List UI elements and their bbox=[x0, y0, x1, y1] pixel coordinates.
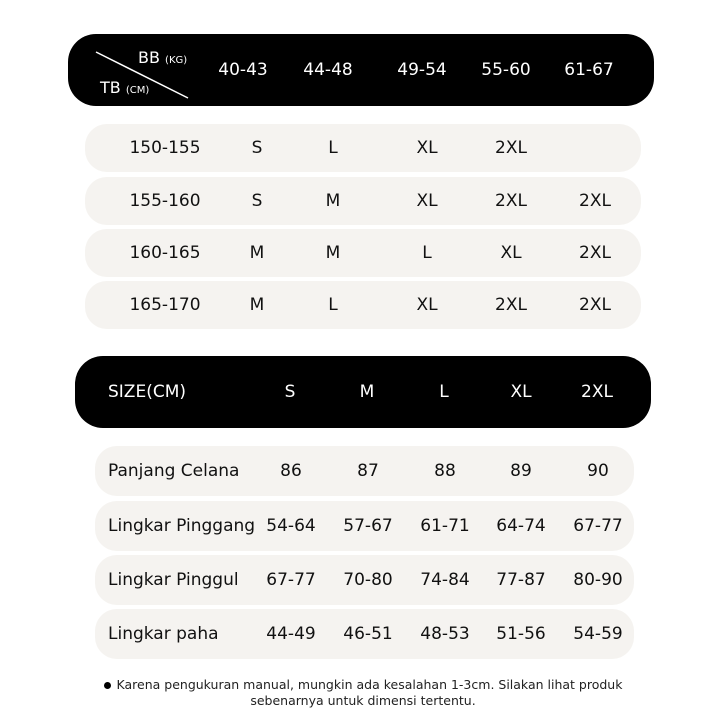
table-row bbox=[85, 124, 641, 172]
measurement-cell: 64-74 bbox=[496, 516, 546, 536]
height-cell: 160-165 bbox=[129, 243, 201, 263]
measurement-cell: 87 bbox=[357, 461, 379, 481]
table-row bbox=[95, 555, 634, 605]
size-table-header bbox=[75, 356, 651, 428]
note-line-2: sebenarnya untuk dimensi tertentu. bbox=[250, 693, 476, 708]
size-cell: M bbox=[249, 295, 265, 315]
measurement-label: Panjang Celana bbox=[108, 461, 240, 481]
size-cell: 2XL bbox=[579, 243, 611, 263]
weight-height-corner bbox=[68, 34, 208, 106]
tb-heading bbox=[100, 78, 149, 97]
size-cell: XL bbox=[416, 295, 438, 315]
bb-label: BB bbox=[138, 48, 160, 67]
measurement-label: Lingkar paha bbox=[108, 624, 219, 644]
note-text-1: Karena pengukuran manual, mungkin ada kesalahan 1-3cm. Silakan lihat produk bbox=[116, 677, 623, 692]
measurement-cell: 54-64 bbox=[266, 516, 316, 536]
measurement-note bbox=[100, 677, 626, 709]
bb-unit: (KG) bbox=[165, 55, 188, 66]
weight-header-cell: 55-60 bbox=[481, 60, 531, 80]
table-row bbox=[95, 609, 634, 659]
size-cell: M bbox=[249, 243, 265, 263]
size-cell: S bbox=[251, 138, 263, 158]
size-cell: 2XL bbox=[579, 191, 611, 211]
size-cell: 2XL bbox=[495, 191, 527, 211]
weight-table-header bbox=[68, 34, 654, 106]
size-cell: XL bbox=[416, 138, 438, 158]
size-cell: XL bbox=[500, 243, 522, 263]
measurement-cell: 88 bbox=[434, 461, 456, 481]
measurement-cell: 57-67 bbox=[343, 516, 393, 536]
table-row bbox=[95, 446, 634, 496]
measurement-label: Lingkar Pinggang bbox=[108, 516, 256, 536]
size-header-cell: XL bbox=[510, 382, 532, 402]
measurement-cell: 67-77 bbox=[573, 516, 623, 536]
size-cell: L bbox=[422, 243, 432, 263]
measurement-cell: 67-77 bbox=[266, 570, 316, 590]
measurement-cell: 80-90 bbox=[573, 570, 623, 590]
size-header-cell: L bbox=[439, 382, 449, 402]
size-cell: 2XL bbox=[495, 138, 527, 158]
tb-label: TB bbox=[100, 78, 121, 97]
weight-header-cell: 49-54 bbox=[397, 60, 447, 80]
measurement-cell: 46-51 bbox=[343, 624, 393, 644]
size-header-cell: S bbox=[284, 382, 296, 402]
measurement-cell: 61-71 bbox=[420, 516, 470, 536]
bullet-icon bbox=[104, 682, 111, 689]
table-row bbox=[95, 501, 634, 551]
measurement-cell: 44-49 bbox=[266, 624, 316, 644]
size-cell: 2XL bbox=[579, 295, 611, 315]
measurement-cell: 51-56 bbox=[496, 624, 546, 644]
note-line-1 bbox=[100, 677, 626, 693]
tb-unit: (CM) bbox=[125, 85, 150, 96]
size-cell: XL bbox=[416, 191, 438, 211]
weight-header-cell: 40-43 bbox=[218, 60, 268, 80]
size-cell: L bbox=[328, 295, 338, 315]
size-cell: S bbox=[251, 191, 263, 211]
size-header-cell: 2XL bbox=[581, 382, 613, 402]
measurement-cell: 70-80 bbox=[343, 570, 393, 590]
weight-header-cell: 44-48 bbox=[303, 60, 353, 80]
size-cell: M bbox=[325, 191, 341, 211]
height-cell: 155-160 bbox=[129, 191, 201, 211]
measurement-cell: 74-84 bbox=[420, 570, 470, 590]
weight-header-cell: 61-67 bbox=[564, 60, 614, 80]
bb-heading bbox=[138, 48, 187, 67]
measurement-cell: 54-59 bbox=[573, 624, 623, 644]
size-cell: L bbox=[328, 138, 338, 158]
table-row bbox=[85, 229, 641, 277]
measurement-label: Lingkar Pinggul bbox=[108, 570, 239, 590]
height-cell: 150-155 bbox=[129, 138, 201, 158]
size-header-label: SIZE(CM) bbox=[108, 382, 186, 402]
measurement-cell: 89 bbox=[510, 461, 532, 481]
measurement-cell: 48-53 bbox=[420, 624, 470, 644]
height-cell: 165-170 bbox=[129, 295, 201, 315]
size-cell bbox=[565, 124, 625, 172]
size-cell: 2XL bbox=[495, 295, 527, 315]
size-cell: M bbox=[325, 243, 341, 263]
measurement-cell: 90 bbox=[587, 461, 609, 481]
table-row bbox=[85, 281, 641, 329]
table-row bbox=[85, 177, 641, 225]
measurement-cell: 86 bbox=[280, 461, 302, 481]
size-header-cell: M bbox=[359, 382, 375, 402]
measurement-cell: 77-87 bbox=[496, 570, 546, 590]
